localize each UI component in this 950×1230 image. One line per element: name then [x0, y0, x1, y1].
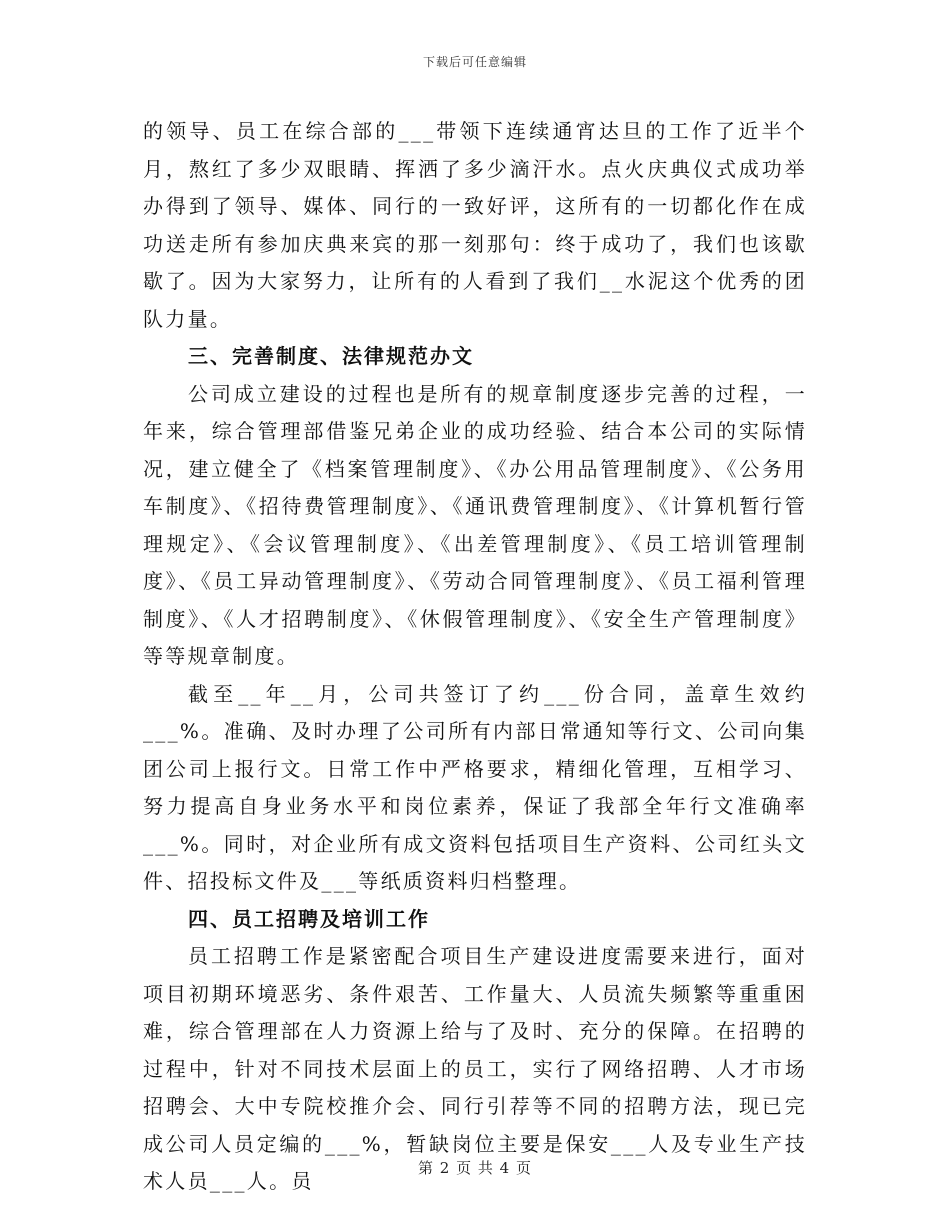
page-header: 下载后可任意编辑 — [422, 55, 527, 69]
paragraph-recruitment: 员工招聘工作是紧密配合项目生产建设进度需要来进行，面对项目初期环境恶劣、条件艰苦、工作量大、人员流失频繁等重重困难，综合管理部在人力资源上给与了及时、充分的保障。在招聘的过程中，针对不同技术层面上的员工，实行了网络招聘、人才市场招聘会、大中专院校推介会、同行引荐等不同的招聘方法，现已完成公司人员定编的___%，暂缺岗位主要是保安___人及专业生产技术人员___人。员 — [143, 944, 807, 1193]
section-heading-3: 三、完善制度、法律规范办文 — [188, 344, 474, 368]
paragraph-regulations: 公司成立建设的过程也是所有的规章制度逐步完善的过程，一年来，综合管理部借鉴兄弟企业的成功经验、结合本公司的实际情况，建立健全了《档案管理制度》、《办公用品管理制度》、《公务用车制度》、《招待费管理制度》、《通讯费管理制度》、《计算机暂行管理规定》、《会议管理制度》、《出差管理制度》、《员工培训管理制度》、《员工异动管理制度》、《劳动合同管理制度》、《员工福利管理制度》、《人才招聘制度》、《休假管理制度》、《安全生产管理制度》等等规章制度。 — [143, 381, 807, 668]
section-heading-4: 四、员工招聘及培训工作 — [188, 906, 430, 931]
paragraph-continuation: 的领导、员工在综合部的___带领下连续通宵达旦的工作了近半个月，熬红了多少双眼睛、挥洒了多少滴汗水。点火庆典仪式成功举办得到了领导、媒体、同行的一致好评，这所有的一切都化作在成功送走所有参加庆典来宾的那一刻那句：终于成功了，我们也该歇歇了。因为大家努力，让所有的人看到了我们__水泥这个优秀的团队力量。 — [143, 119, 807, 331]
document-body — [143, 113, 807, 1201]
paragraph-contracts: 截至__年__月，公司共签订了约___份合同，盖章生效约___%。准确、及时办理了公司所有内部日常通知等行文、公司向集团公司上报行文。日常工作中严格要求，精细化管理，互相学习、努力提高自身业务水平和岗位素养，保证了我部全年行文准确率___%。同时，对企业所有成文资料包括项目生产资料、公司红头文件、招投标文件及___等纸质资料归档整理。 — [143, 681, 807, 893]
page-footer: 第 2 页 共 4 页 — [418, 1159, 532, 1177]
